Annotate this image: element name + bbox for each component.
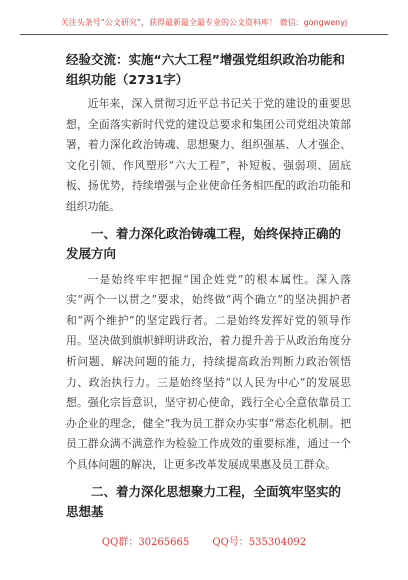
document-body — [66, 50, 351, 528]
section-1-heading: 一、着力深化政治铸魂工程，始终保持正确的发展方向 — [66, 225, 342, 261]
page-header — [20, 10, 388, 35]
section-2-heading: 二、着力深化思想聚力工程，全面筑牢坚实的思想基 — [66, 483, 342, 519]
section-1-paragraph: 一是始终牢牢把握“国企姓党”的根本属性。深入落实“两个一以贯之”要求，始终做“两个确立”的坚决拥护者和“两个维护”的坚定践行者。二是始终发挥好党的领导作用。坚决做到旗帜鲜明讲政治，着力提升善于从政治角度分析问题、解决问题的能力，持续提高政治判断力政治领悟力、政治执行力。三是始终坚持“以人民为中心”的发展思想。强化宗旨意识，坚守初心使命，践行全心全意依靠员工办企业的理念，健全“我为员工群众办实事”常态化机制。把员工群众满不满意作为检验工作成效的重要标准，通过一个个具体问题的解决，让更多改革发展成果惠及员工群众。 — [66, 272, 351, 471]
page-footer — [0, 533, 408, 548]
footer-qq-number: QQ号：535304092 — [212, 537, 307, 548]
footer-qq-group: QQ群：30265665 — [101, 537, 190, 548]
header-banner: 关注头条号“公文研究”，获得最新最全最专业的公文资料库！ 微信：gongwenyj — [60, 18, 348, 27]
intro-paragraph: 近年来，深入贯彻习近平总书记关于党的建设的重要思想，全面落实新时代党的建设总要求和集团公司党组决策部署，着力深化政治铸魂、思想聚力、组织强基、人才强企、文化引领、作风塑形“六大工程”，补短板、强弱项、固底板、扬优势，持续增强与企业使命任务相匹配的政治功能和组织功能。 — [66, 97, 351, 213]
document-title: 经验交流：实施“六大工程”增强党组织政治功能和组织功能（2731字） — [66, 52, 345, 87]
